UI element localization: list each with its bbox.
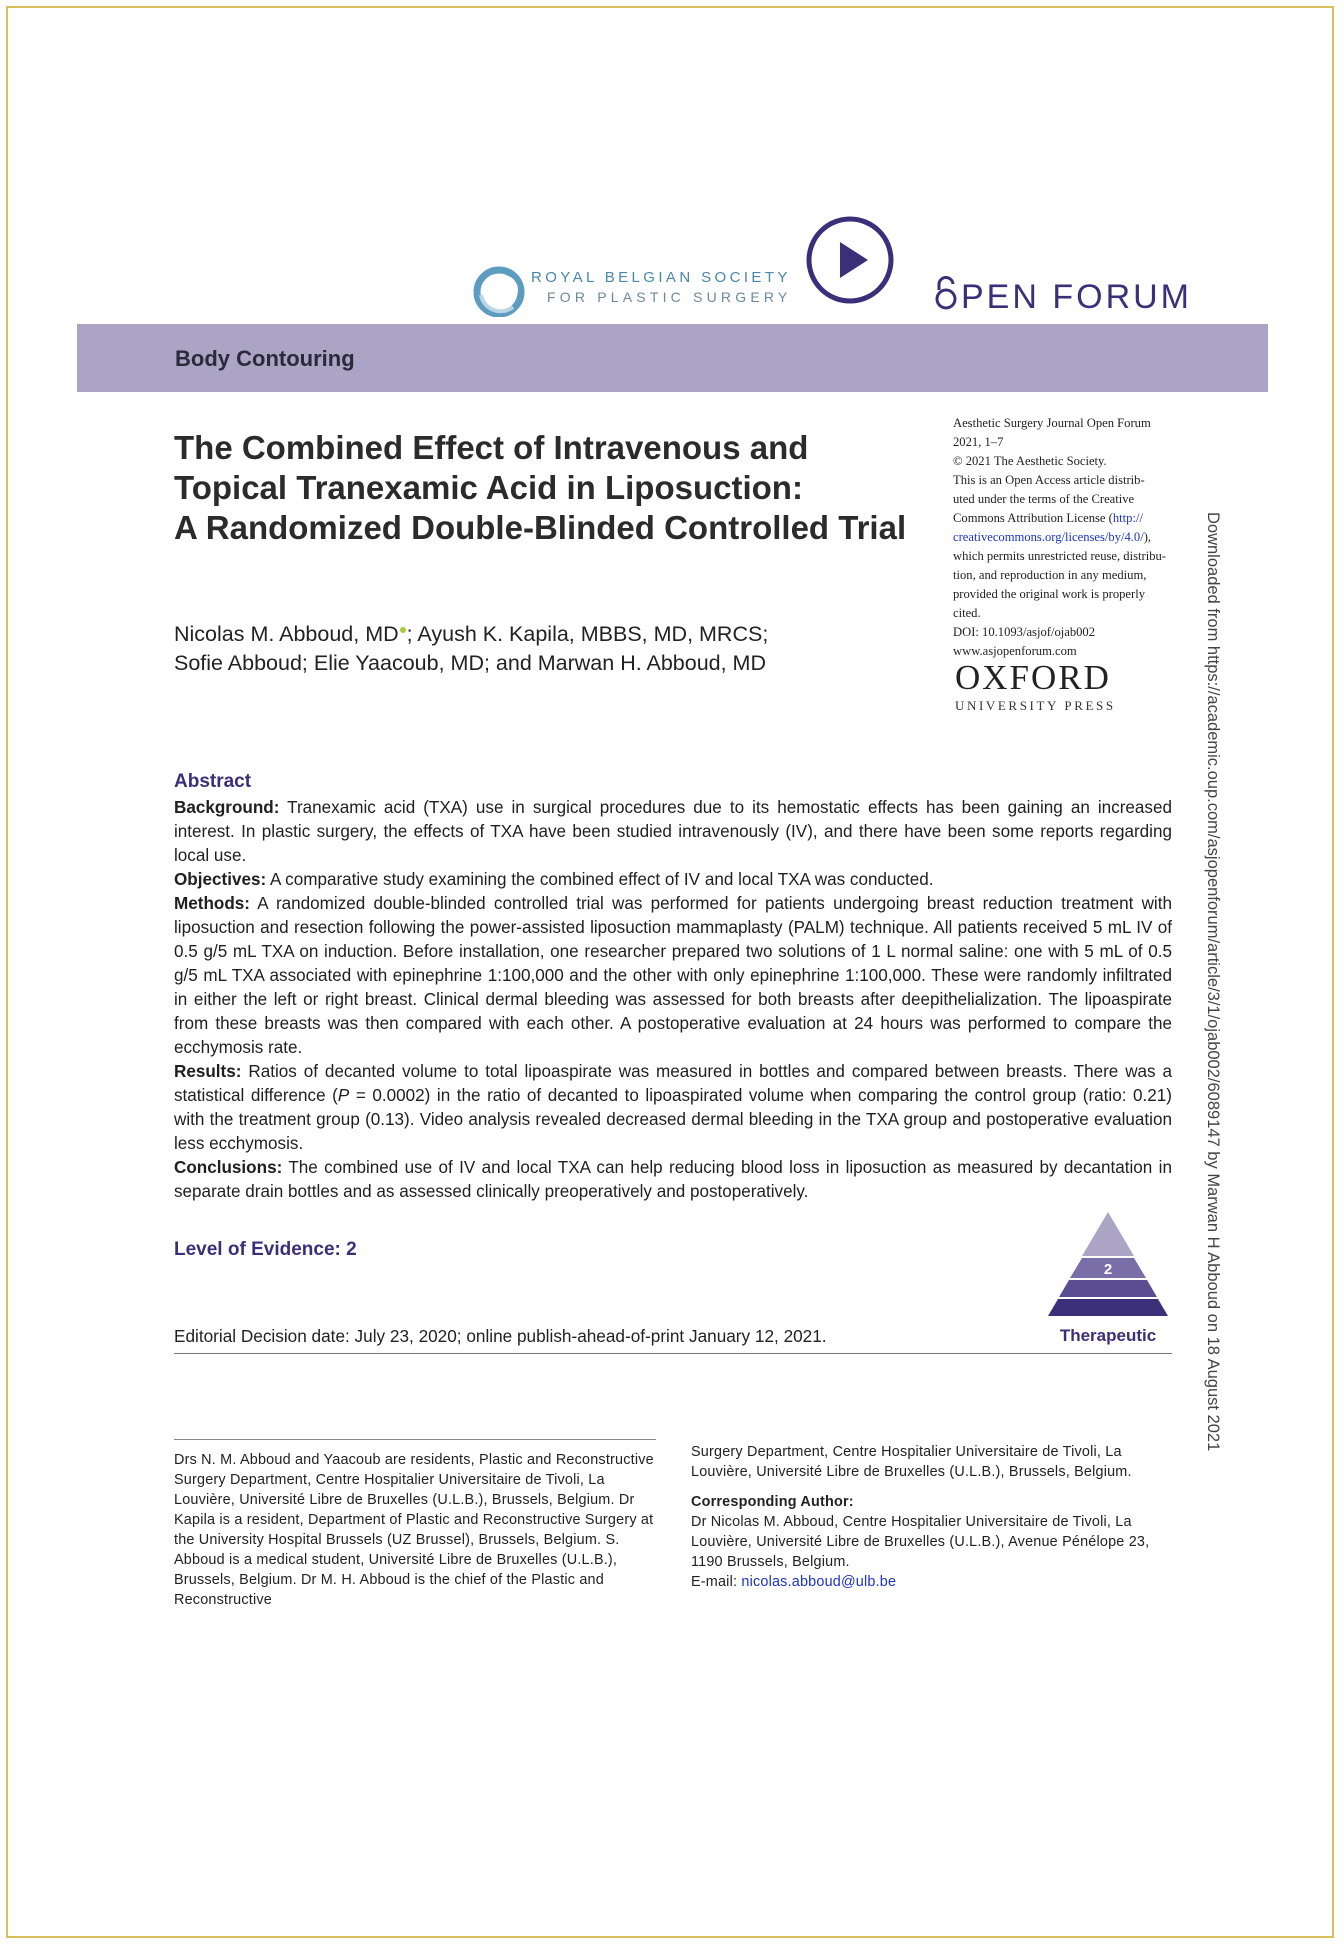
evidence-category: Therapeutic bbox=[1059, 1326, 1157, 1345]
section-band bbox=[77, 324, 1268, 392]
title-line: The Combined Effect of Intravenous and bbox=[174, 429, 809, 466]
license-text: provided the original work is properly bbox=[953, 587, 1146, 601]
article-info-sidebar bbox=[953, 414, 1175, 661]
abstract-background bbox=[174, 796, 1172, 868]
corresponding-author-label: Corresponding Author: bbox=[691, 1494, 854, 1510]
license-text: uted under the terms of the Creative bbox=[953, 492, 1135, 506]
abstract-conclusions bbox=[174, 1156, 1172, 1204]
doi: DOI: 10.1093/asjof/ojab002 bbox=[953, 625, 1096, 639]
abstract-results bbox=[174, 1060, 1172, 1156]
evidence-pyramid-icon bbox=[1042, 1210, 1174, 1326]
email-link[interactable]: nicolas.abboud@ulb.be bbox=[741, 1574, 897, 1590]
download-watermark: Downloaded from https://academic.oup.com/asjopenforum/article/3/1/ojab002/6089147 by Marwan H Abboud on 18 August 2021 bbox=[1204, 512, 1222, 1452]
header-logos bbox=[0, 215, 1344, 325]
authors-line2: Sofie Abboud; Elie Yaacoub, MD; and Marwan H. Abboud, MD bbox=[174, 651, 766, 675]
first-author: Nicolas M. Abboud, MD bbox=[174, 622, 399, 646]
objectives-text: A comparative study examining the combined effect of IV and local TXA was conducted. bbox=[269, 870, 934, 889]
methods-label: Methods: bbox=[174, 894, 250, 913]
publisher-subtitle: UNIVERSITY PRESS bbox=[955, 698, 1116, 713]
affiliations-footnote: Drs N. M. Abboud and Yaacoub are residents, Plastic and Reconstructive Surgery Department, Centre Hospitalier Universitaire de Tivoli, La Louvière, Université Libre de Bruxelles (U.L.B.), Brussels, Belgium. Dr Kapila is a resident, Department of Plastic and Reconstructive Surgery at the University Hospital Brussels (UZ Brussel), Brussels, Belgium. S. Abboud is a medical student, Université Libre de Bruxelles (U.L.B.), Brussels, Belgium. Dr M. H. Abboud is the chief of the Plastic and Reconstructive bbox=[174, 1452, 654, 1608]
open-access-lock-icon bbox=[933, 276, 959, 310]
divider bbox=[174, 1353, 1172, 1354]
conclusions-label: Conclusions: bbox=[174, 1158, 283, 1177]
license-text: cited. bbox=[953, 606, 981, 620]
footnote-divider bbox=[174, 1439, 656, 1440]
license-text: Commons Attribution License ( bbox=[953, 511, 1113, 525]
authors-line1-rest: ; Ayush K. Kapila, MBBS, MD, MRCS; bbox=[406, 622, 769, 646]
abstract-heading: Abstract bbox=[174, 771, 252, 792]
abstract-methods bbox=[174, 892, 1172, 1060]
journal-name: Aesthetic Surgery Journal Open Forum bbox=[953, 416, 1151, 430]
background-text: Tranexamic acid (TXA) use in surgical procedures due to its hemostatic effects has been gaining an increased interest. In plastic surgery, the effects of TXA have been studied intravenously (IV), and there have been some reports regarding local use. bbox=[174, 798, 1172, 865]
open-forum-text: PEN FORUM bbox=[961, 278, 1192, 316]
journal-website: www.asjopenforum.com bbox=[953, 644, 1077, 658]
level-of-evidence: Level of Evidence: 2 bbox=[174, 1239, 357, 1260]
open-forum-logo bbox=[933, 276, 1192, 317]
license-text: which permits unrestricted reuse, distribu- bbox=[953, 549, 1166, 563]
results-text-cont: = 0.0002) in the ratio of decanted to lipoaspirated volume when comparing the control group (ratio: 0.21) with the treatment group (0.13). Video analysis revealed decreased dermal bleeding in the TXA group and postoperative evaluation less ecchymosis. bbox=[174, 1086, 1172, 1153]
publisher-logo bbox=[955, 660, 1195, 714]
society-name-line2: FOR PLASTIC SURGERY bbox=[547, 289, 792, 305]
pyramid-level-number: 2 bbox=[1103, 1261, 1113, 1278]
license-link[interactable]: creativecommons.org/licenses/by/4.0/ bbox=[953, 530, 1144, 544]
background-label: Background: bbox=[174, 798, 280, 817]
email-label: E-mail: bbox=[691, 1574, 742, 1590]
title-line: Topical Tranexamic Acid in Liposuction: bbox=[174, 469, 803, 506]
play-video-icon[interactable] bbox=[805, 215, 895, 305]
abstract-objectives bbox=[174, 868, 1172, 892]
methods-text: A randomized double-blinded controlled trial was performed for patients undergoing breast reduction treatment with liposuction and resection following the power-assisted liposuction mammaplasty (PALM) technique. All patients received 5 mL IV of 0.5 g/5 mL TXA on induction. Before installation, one researcher prepared two solutions of 1 L normal saline: one with 5 mL of 0.5 g/5 mL TXA associated with epinephrine 1:100,000 and the other with only epinephrine 1:100,000. These were randomly infiltrated in either the left or right breast. Clinical dermal bleeding was assessed for both breasts after deepithelialization. The lipoaspirate from these breasts was then compared with each other. A postoperative evaluation at 24 hours was performed to compare the ecchymosis rate. bbox=[174, 894, 1172, 1057]
p-value-symbol: P bbox=[337, 1086, 350, 1105]
copyright: © 2021 The Aesthetic Society. bbox=[953, 454, 1107, 468]
society-ring-icon bbox=[473, 265, 525, 317]
abstract bbox=[174, 770, 1172, 1204]
license-text: This is an Open Access article distrib- bbox=[953, 473, 1145, 487]
title-line: A Randomized Double-Blinded Controlled Trial bbox=[174, 509, 907, 546]
orcid-icon[interactable] bbox=[400, 627, 406, 633]
author-list bbox=[174, 620, 894, 678]
license-text: ), bbox=[1143, 530, 1152, 544]
editorial-decision: Editorial Decision date: July 23, 2020; online publish-ahead-of-print January 12, 2021. bbox=[174, 1326, 827, 1346]
license-text: tion, and reproduction in any medium, bbox=[953, 568, 1147, 582]
journal-pages: 2021, 1–7 bbox=[953, 435, 1004, 449]
publisher-name: OXFORD bbox=[955, 658, 1111, 697]
results-label: Results: bbox=[174, 1062, 242, 1081]
affiliations-text: Surgery Department, Centre Hospitalier Universitaire de Tivoli, La Louvière, Université Libre de Bruxelles (U.L.B.), Brussels, Belgium. bbox=[691, 1444, 1132, 1480]
article-title bbox=[174, 428, 954, 548]
results-text: Ratios of decanted volume to total lipoaspirate was measured in bottles and compared between breasts. There was a statistical difference ( bbox=[174, 1062, 1173, 1105]
license-link[interactable]: http:// bbox=[1112, 511, 1143, 525]
corresponding-author: Dr Nicolas M. Abboud, Centre Hospitalier Universitaire de Tivoli, La Louvière, Université Libre de Bruxelles (U.L.B.), Avenue Pénélope 23, 1190 Brussels, Belgium. bbox=[691, 1514, 1150, 1570]
affiliations-footnote-cont bbox=[691, 1442, 1181, 1592]
society-name-line1: ROYAL BELGIAN SOCIETY bbox=[531, 269, 791, 286]
section-label: Body Contouring bbox=[175, 346, 355, 371]
objectives-label: Objectives: bbox=[174, 870, 267, 889]
conclusions-text: The combined use of IV and local TXA can help reducing blood loss in liposuction as measured by decantation in separate drain bottles and as assessed clinically preoperatively and postoperatively. bbox=[174, 1158, 1172, 1201]
